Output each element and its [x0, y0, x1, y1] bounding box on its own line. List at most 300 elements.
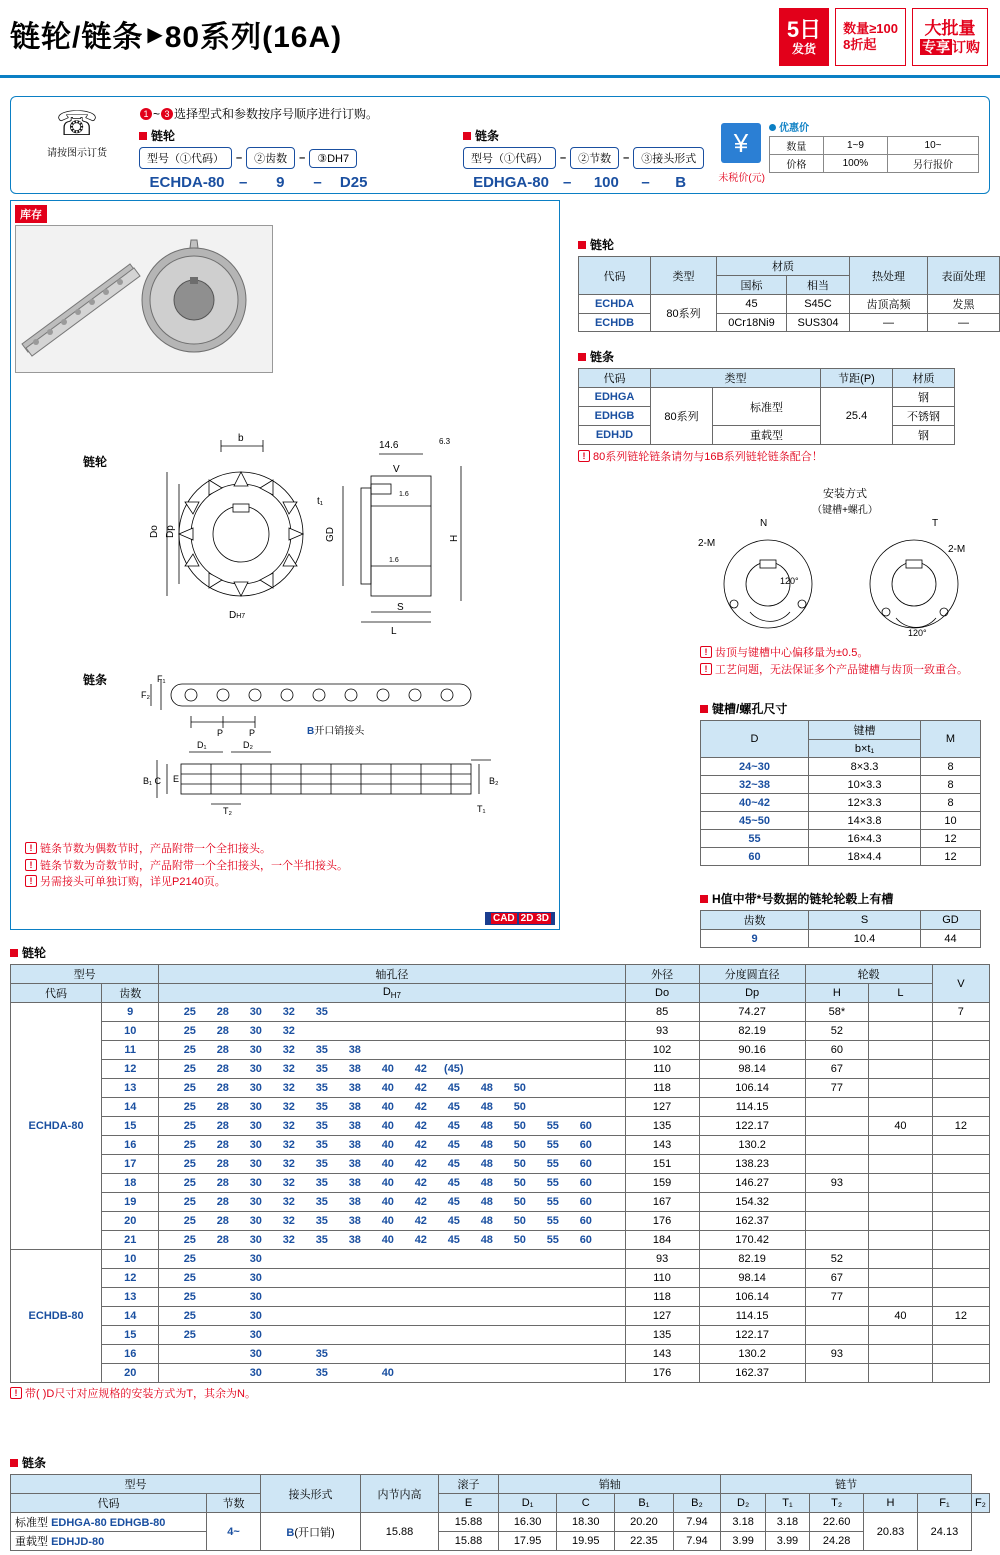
dim-B1C: B₁ C: [143, 776, 162, 786]
mt-l: [869, 1193, 933, 1212]
mt-teeth: 17: [102, 1155, 159, 1174]
chain-spec-table: [578, 368, 955, 445]
dim-DH7: DH7: [229, 610, 246, 621]
mounting-notes: [700, 645, 990, 678]
ct-h: 22.60: [810, 1513, 864, 1532]
ct-h-innerh: 内节内高: [361, 1475, 439, 1513]
ct-h-e: E: [439, 1494, 499, 1513]
main-table-footnote: ! 带( )D尺寸对应规格的安装方式为T，其余为N。: [10, 1386, 990, 1403]
ct-b2: 22.35: [615, 1532, 673, 1551]
mounting-subtitle: （键槽+螺孔）: [812, 505, 878, 516]
mt-teeth: 15: [102, 1326, 159, 1345]
ct-h-pin: 销轴: [499, 1475, 721, 1494]
cs-series: 80系列: [651, 388, 713, 445]
mt-v: [932, 1098, 989, 1117]
ct-h-t2: T₂: [810, 1494, 864, 1513]
table-row: [579, 388, 955, 407]
ss-code-0: ECHDA: [579, 295, 651, 314]
kw-h-bt: b×t₁: [809, 740, 921, 758]
table-row: [701, 776, 981, 794]
cs-h-pitch: 节距(P): [821, 369, 893, 388]
mt-v: [932, 1136, 989, 1155]
mt-bores: 25 30: [159, 1269, 625, 1288]
ss-h-surface: 表面处理: [928, 257, 1000, 295]
table-row: [11, 1060, 990, 1079]
mt-l: [869, 1136, 933, 1155]
mt-teeth: 20: [102, 1364, 159, 1383]
mt-h: [805, 1212, 869, 1231]
mt-dp: 114.15: [699, 1307, 805, 1326]
gr-h-teeth: 齿数: [701, 911, 809, 930]
cs-h-code: 代码: [579, 369, 651, 388]
order-sprocket-codes: ECHDA-80 – 9 – D25: [139, 174, 382, 191]
ct-h-b2: B₂: [673, 1494, 721, 1513]
mt-v: [932, 1364, 989, 1383]
chip-sprocket-teeth[interactable]: ②齿数: [246, 147, 295, 169]
mt-l: [869, 1060, 933, 1079]
mt-l: 40: [869, 1307, 933, 1326]
mt-l: [869, 1022, 933, 1041]
mt-teeth: 10: [102, 1022, 159, 1041]
mt-h-bore: 轴孔径: [159, 965, 625, 984]
ct-h-link: 链节: [721, 1475, 971, 1494]
chain-spec-title: 链条: [578, 348, 955, 365]
mt-h: [805, 1231, 869, 1250]
ct-joint: B(开口销): [261, 1513, 361, 1551]
table-row: [11, 1532, 990, 1551]
chip-chain-joint[interactable]: ③接头形式: [633, 147, 704, 169]
order-chain-label: 链条: [463, 127, 708, 144]
page-header: [0, 0, 1000, 78]
mt-do: 176: [625, 1212, 699, 1231]
cs-h-type: 类型: [651, 369, 821, 388]
mt-h-outer: 外径: [625, 965, 699, 984]
table-row: [701, 812, 981, 830]
mt-l: [869, 1364, 933, 1383]
badge-quantity-line2: 8折起: [843, 37, 877, 52]
mt-teeth: 20: [102, 1212, 159, 1231]
ss-heat-0: 齿顶高频: [850, 295, 928, 314]
sprocket-spec-block: [578, 236, 1000, 332]
mt-v: 12: [932, 1117, 989, 1136]
ss-gb-1: 0Cr18Ni9: [717, 314, 787, 332]
mt-h: [805, 1098, 869, 1117]
mt-bores: 25 28 30 32 35 38 40 42 45 48 50 55 60: [159, 1174, 625, 1193]
mt-do: 135: [625, 1117, 699, 1136]
mt-dp: 122.17: [699, 1326, 805, 1345]
mt-l: [869, 1250, 933, 1269]
kw-d-4: 55: [701, 830, 809, 848]
price-untaxed-note: 未税价(元): [718, 173, 765, 184]
mt-bores: 25 30: [159, 1250, 625, 1269]
mt-h-teeth: 齿数: [102, 984, 159, 1003]
mt-v: [932, 1250, 989, 1269]
mt-bores: 25 28 30 32 35 38 40 42 45 48 50 55 60: [159, 1136, 625, 1155]
code-sprocket-teeth: 9: [276, 174, 285, 191]
kw-d-1: 32~38: [701, 776, 809, 794]
badge-quantity: [835, 8, 906, 66]
title-arrow-icon: ▶: [147, 23, 163, 46]
chain-spec-note: ! 80系列链轮链条请勿与16B系列链轮链条配合！: [578, 449, 955, 466]
mt-h: 77: [805, 1079, 869, 1098]
ss-h-heat: 热处理: [850, 257, 928, 295]
kw-m-1: 8: [921, 776, 981, 794]
table-row: [11, 1288, 990, 1307]
badge-shipping-days: 5日: [786, 17, 822, 43]
kw-h-groove: 键槽: [809, 721, 921, 740]
dim-D1: D₁: [197, 740, 207, 750]
table-row: [11, 1269, 990, 1288]
mt-l: 40: [869, 1117, 933, 1136]
keyway-table: [700, 720, 981, 866]
kw-d-0: 24~30: [701, 758, 809, 776]
ct-links: 4~: [207, 1513, 261, 1551]
dim-Dp: Dp: [165, 525, 176, 538]
kw-bt-5: 18×4.4: [809, 848, 921, 866]
table-row: [11, 1326, 990, 1345]
mt-h: 67: [805, 1060, 869, 1079]
cs-code-2: EDHJD: [579, 426, 651, 445]
mt-dp: 130.2: [699, 1345, 805, 1364]
order-note-text: 选择型式和参数按序号顺序进行订购。: [174, 107, 379, 121]
currency-icon: ¥: [721, 123, 761, 163]
chip-sprocket-model[interactable]: 型号（①代码）: [139, 147, 232, 169]
mt-l: [869, 1212, 933, 1231]
mt-l: [869, 1098, 933, 1117]
page-title: [10, 12, 342, 56]
kw-d-5: 60: [701, 848, 809, 866]
code-sprocket-model: ECHDA-80: [149, 174, 225, 191]
price-price-c1: 100%: [823, 155, 887, 173]
mt-v: [932, 1212, 989, 1231]
price-price-c2: 另行报价: [888, 155, 979, 173]
badge-shipping: [779, 8, 829, 66]
ct-h-links: 节数: [207, 1494, 261, 1513]
mt-bores: 25 28 30 32 35 38 40 42 45 48 50 55 60: [159, 1212, 625, 1231]
dim-D2: D₂: [243, 740, 253, 750]
ct-d1: 15.88: [439, 1532, 499, 1551]
ct-h-f2: F₂: [971, 1494, 989, 1513]
mt-teeth: 19: [102, 1193, 159, 1212]
mt-h: [805, 1307, 869, 1326]
ct-h-c: C: [557, 1494, 615, 1513]
mt-h: [805, 1155, 869, 1174]
ct-t2: 3.99: [765, 1532, 809, 1551]
mt-bores: 25 30: [159, 1288, 625, 1307]
dim-ra63: 6.3: [439, 437, 451, 446]
ss-h-gb: 国标: [717, 276, 787, 295]
table-row: [11, 1307, 990, 1326]
mt-group-code: ECHDB-80: [11, 1250, 102, 1383]
mt-v: [932, 1060, 989, 1079]
ct-t1: 3.18: [721, 1513, 765, 1532]
mt-teeth: 16: [102, 1136, 159, 1155]
chip-chain-links[interactable]: ②节数: [570, 147, 619, 169]
badge-shipping-label: 发货: [792, 41, 817, 56]
mt-bores: 25 28 30 32 35 38 40 42 45 48 50: [159, 1079, 625, 1098]
dim-L: L: [391, 626, 397, 637]
table-row: [11, 1003, 990, 1022]
kw-d-3: 45~50: [701, 812, 809, 830]
kw-bt-1: 10×3.3: [809, 776, 921, 794]
mt-h-model: 型号: [11, 965, 159, 984]
mt-do: 110: [625, 1060, 699, 1079]
ss-h-eq: 相当: [786, 276, 849, 295]
mt-l: [869, 1231, 933, 1250]
figure-panel: [10, 200, 560, 930]
phone-icon: ☏: [55, 105, 99, 143]
main-table-title: 链轮: [10, 944, 990, 961]
mt-h: 52: [805, 1250, 869, 1269]
ss-heat-1: —: [850, 314, 928, 332]
badge-bulk-inv: 专享: [922, 38, 950, 55]
mt-dp: 154.32: [699, 1193, 805, 1212]
ct-d2: 7.94: [673, 1532, 721, 1551]
mt-h-do: Do: [625, 984, 699, 1003]
mounting-diagram: [690, 512, 990, 642]
ss-eq-1: SUS304: [786, 314, 849, 332]
kw-bt-0: 8×3.3: [809, 758, 921, 776]
order-group-sprocket: [139, 127, 382, 191]
table-row: [701, 848, 981, 866]
sprocket-spec-title: 链轮: [578, 236, 1000, 253]
mt-do: 93: [625, 1250, 699, 1269]
mt-bores: 25 28 30 32: [159, 1022, 625, 1041]
mt-bores: 25 30: [159, 1326, 625, 1345]
gr-h-s: S: [809, 911, 921, 930]
mt-dp: 90.16: [699, 1041, 805, 1060]
mt-do: 127: [625, 1098, 699, 1117]
dim-F1: F₁: [157, 674, 166, 684]
mounting-note-1: ! 齿顶与键槽中心偏移量为±0.5。: [700, 645, 990, 662]
mt-do: 143: [625, 1136, 699, 1155]
mt-v: [932, 1269, 989, 1288]
table-row: [11, 1193, 990, 1212]
code-sprocket-bore: D25: [339, 174, 368, 191]
dim-F2: F₂: [141, 690, 150, 700]
table-row: [11, 1250, 990, 1269]
mt-dp: 74.27: [699, 1003, 805, 1022]
badge-bulk-text: 订购: [952, 38, 980, 55]
mt-dp: 130.2: [699, 1136, 805, 1155]
order-phone-icon-block: [25, 107, 129, 159]
mt-teeth: 11: [102, 1041, 159, 1060]
ct-h-joint: 接头形式: [261, 1475, 361, 1513]
mt-do: 118: [625, 1288, 699, 1307]
mt-bores: 25 28 30 32 35 38 40 42 45 48 50 55 60: [159, 1193, 625, 1212]
ct-c: 17.95: [499, 1532, 557, 1551]
mt-dp: 114.15: [699, 1098, 805, 1117]
ss-gb-0: 45: [717, 295, 787, 314]
mounting-label-N: N: [760, 518, 768, 529]
chain-drawing: [111, 656, 551, 836]
mt-v: [932, 1326, 989, 1345]
mt-l: [869, 1174, 933, 1193]
mt-h: [805, 1136, 869, 1155]
mt-teeth: 12: [102, 1060, 159, 1079]
table-row: [11, 1212, 990, 1231]
table-row: [11, 1136, 990, 1155]
mt-h: 52: [805, 1022, 869, 1041]
price-qty-head: 数量: [770, 137, 824, 155]
price-table: [769, 136, 979, 173]
ct-e: 15.88: [361, 1513, 439, 1551]
ss-h-code: 代码: [579, 257, 651, 295]
dim-joint: 开口销接头: [314, 726, 365, 737]
order-chain-codes: EDHGA-80 – 100 – B: [463, 174, 708, 191]
kw-bt-2: 12×3.3: [809, 794, 921, 812]
mt-dp: 82.19: [699, 1022, 805, 1041]
mt-h: [805, 1117, 869, 1136]
mt-teeth: 15: [102, 1117, 159, 1136]
mt-bores: 25 28 30 32 35 38 40 42 45 48 50: [159, 1098, 625, 1117]
table-row: [701, 830, 981, 848]
ct-h-h: H: [864, 1494, 918, 1513]
cs-mat-0: 钢: [893, 388, 955, 407]
mt-v: 12: [932, 1307, 989, 1326]
ct-b2: 20.20: [615, 1513, 673, 1532]
mt-do: 93: [625, 1022, 699, 1041]
ct-d1: 15.88: [439, 1513, 499, 1532]
mt-v: 7: [932, 1003, 989, 1022]
sprocket-spec-table: [578, 256, 1000, 332]
mt-teeth: 12: [102, 1269, 159, 1288]
main-sprocket-section: [10, 940, 990, 1403]
kw-m-5: 12: [921, 848, 981, 866]
mt-dp: 122.17: [699, 1117, 805, 1136]
chain-table-title: 链条: [10, 1454, 990, 1471]
kw-m-2: 8: [921, 794, 981, 812]
dim-ra16a: 1.6: [399, 491, 409, 498]
mt-l: [869, 1269, 933, 1288]
mt-dp: 106.14: [699, 1079, 805, 1098]
kw-bt-3: 14×3.8: [809, 812, 921, 830]
ss-surface-1: —: [928, 314, 1000, 332]
dim-V: V: [393, 464, 400, 475]
ct-t2: 3.18: [765, 1513, 809, 1532]
dim-B2: B₂: [489, 776, 499, 786]
table-row: [11, 1117, 990, 1136]
gr-h-gd: GD: [921, 911, 981, 930]
ss-h-material: 材质: [717, 257, 850, 276]
mt-do: 184: [625, 1231, 699, 1250]
order-group-chain: [463, 127, 708, 191]
table-row: [11, 1155, 990, 1174]
price-qty-c1: 1~9: [823, 137, 887, 155]
ct-code: 标准型 EDHGA-80 EDHGB-80: [11, 1513, 207, 1532]
ct-d2: 7.94: [673, 1513, 721, 1532]
mt-dp: 146.27: [699, 1174, 805, 1193]
order-phone-caption: 请按图示订货: [47, 148, 107, 159]
dim-b: b: [238, 433, 244, 444]
mt-bores: 25 28 30 32 35 38 40 42 45 48 50 55 60: [159, 1155, 625, 1174]
mt-v: [932, 1041, 989, 1060]
table-row: [701, 758, 981, 776]
ct-c: 16.30: [499, 1513, 557, 1532]
mt-h: [805, 1193, 869, 1212]
chain-spec-block: [578, 348, 955, 466]
mt-dp: 162.37: [699, 1364, 805, 1383]
cs-type-std: 标准型: [713, 388, 821, 426]
price-row-price: [770, 155, 979, 173]
badge-bulk-line1: 大批量: [924, 19, 976, 39]
ss-surface-0: 发黑: [928, 295, 1000, 314]
mt-teeth: 14: [102, 1307, 159, 1326]
badge-bulk-line2: [920, 39, 980, 55]
mt-v: [932, 1288, 989, 1307]
ct-h-b1: B₁: [615, 1494, 673, 1513]
mt-l: [869, 1326, 933, 1345]
figure-note-3: ! 另需接头可单独订购，详见P2140页。: [25, 874, 545, 891]
mt-bores: 25 28 30 32 35 38: [159, 1041, 625, 1060]
mounting-2m-left: 2-M: [698, 538, 716, 549]
mt-v: [932, 1193, 989, 1212]
ss-type: 80系列: [651, 295, 717, 332]
figure-note-1: ! 链条节数为偶数节时，产品附带一个全扣接头。: [25, 841, 545, 858]
price-box: [769, 119, 979, 173]
mt-v: [932, 1079, 989, 1098]
ct-h-roller: 滚子: [439, 1475, 499, 1494]
mounting-angle-left: 120°: [780, 576, 799, 586]
ss-h-type: 类型: [651, 257, 717, 295]
price-price-head: 价格: [770, 155, 824, 173]
mounting-2m-right: 2-M: [948, 544, 966, 555]
mt-l: [869, 1345, 933, 1364]
mt-group-code: ECHDA-80: [11, 1003, 102, 1250]
groove-note: H值中带*号数据的链轮轮毂上有槽: [700, 890, 981, 907]
figure-notes: [25, 841, 545, 891]
ct-h-d1: D₁: [499, 1494, 557, 1513]
table-row: [701, 794, 981, 812]
dim-H: H: [449, 534, 460, 542]
table-row: [579, 295, 1000, 314]
dim-t1: t₁: [317, 496, 324, 507]
mt-do: 159: [625, 1174, 699, 1193]
kw-m-4: 12: [921, 830, 981, 848]
cs-h-mat: 材质: [893, 369, 955, 388]
mt-h: 77: [805, 1288, 869, 1307]
mt-teeth: 10: [102, 1250, 159, 1269]
gr-s-0: 10.4: [809, 930, 921, 948]
mt-do: 127: [625, 1307, 699, 1326]
figure-label-sprocket: 链轮: [83, 455, 108, 469]
mt-do: 110: [625, 1269, 699, 1288]
mt-bores: 25 30: [159, 1307, 625, 1326]
chip-sprocket-bore[interactable]: ③DH7: [309, 149, 357, 168]
dim-E: E: [173, 774, 180, 784]
code-chain-joint: B: [675, 174, 687, 191]
mt-do: 151: [625, 1155, 699, 1174]
mt-h: [805, 1326, 869, 1345]
table-row: [11, 1231, 990, 1250]
order-note: 1 ~ 3 选择型式和参数按序号顺序进行订购。: [139, 105, 378, 122]
mt-v: [932, 1155, 989, 1174]
title-subtitle: 80系列(16A): [164, 21, 343, 54]
mt-l: [869, 1155, 933, 1174]
mt-h: 93: [805, 1345, 869, 1364]
gr-gd-0: 44: [921, 930, 981, 948]
mt-dp: 82.19: [699, 1250, 805, 1269]
mounting-angle-right: 120°: [908, 628, 927, 638]
chip-chain-model[interactable]: 型号（①代码）: [463, 147, 556, 169]
table-row: [11, 1174, 990, 1193]
ct-h-model: 型号: [11, 1475, 261, 1494]
mt-h: 67: [805, 1269, 869, 1288]
ct-h-t1: T₁: [765, 1494, 809, 1513]
gr-teeth-0: 9: [701, 930, 809, 948]
cs-mat-1: 不锈钢: [893, 407, 955, 426]
order-sprocket-label: 链轮: [139, 127, 382, 144]
